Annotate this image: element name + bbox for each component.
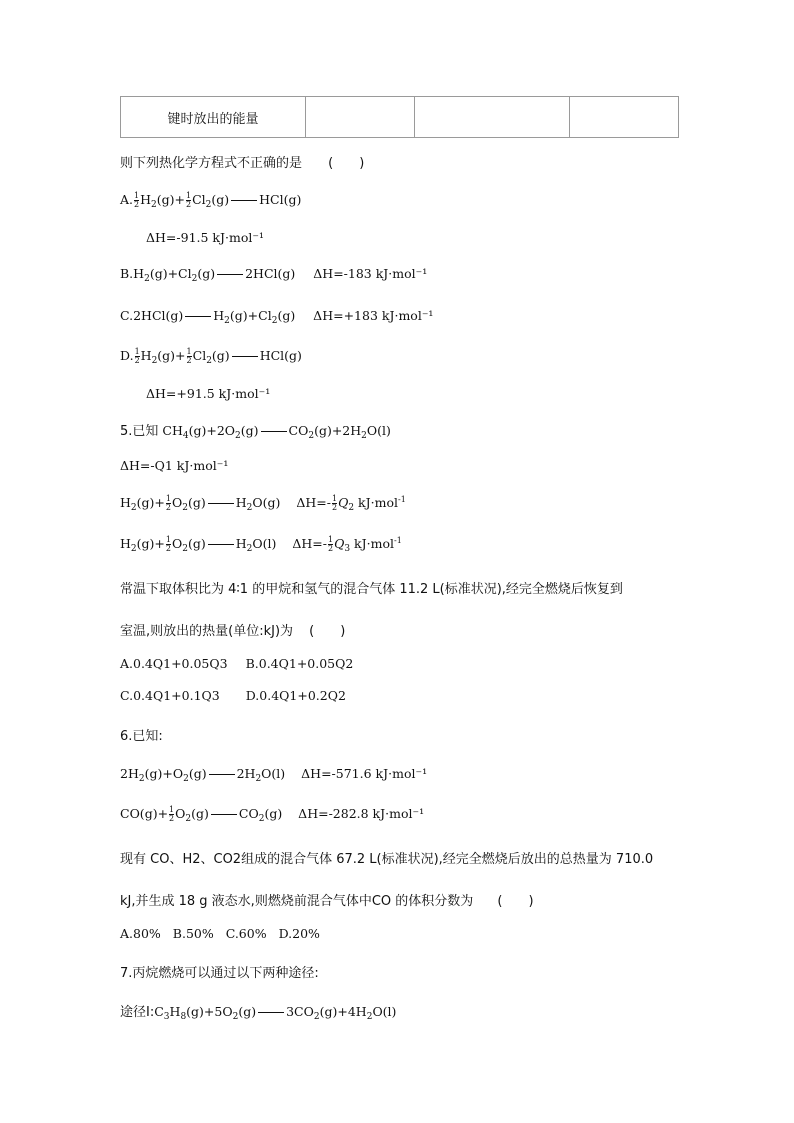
q5-eq2: $H_2(g)+$ $\frac{1}{2}$ $O_2(g)$ $H_2O(g)$ ΔH=- $\frac{1}{2}$ $Q_2$ kJ·mol$^{-1}$: [120, 494, 406, 513]
q6-option-b[interactable]: B.50%: [172, 926, 214, 941]
q5-eq3: $H_2(g)+$ $\frac{1}{2}$ $O_2(g)$ $H_2O(l)$ ΔH=- $\frac{1}{2}$ $Q_3$ kJ·mol$^{-1}$: [120, 535, 402, 554]
q4-option-a-dh: ΔH=-91.5 kJ·mol⁻¹: [146, 230, 264, 245]
q4-stem: 则下列热化学方程式不正确的是 ( ): [120, 156, 365, 171]
bond-energy-table: [120, 96, 679, 138]
q5-options-row2: [120, 688, 346, 704]
q4-option-d[interactable]: D. $\frac{1}{2}$ $H_2(g)+$ $\frac{1}{2}$ $Cl_2(g)$ HCl(g): [120, 347, 302, 366]
answer-blank: ( ): [328, 156, 365, 171]
q6-eq2: CO(g)+ $\frac{1}{2}$ $O_2(g)$ $CO_2(g)$ ΔH=-282.8 kJ·mol⁻¹: [120, 805, 425, 824]
q5-line1: 常温下取体积比为 4∶1 的甲烷和氢气的混合气体 11.2 L(标准状况),经完全燃烧后恢复到: [120, 582, 623, 597]
q4-option-b[interactable]: $B.H_2(g)+Cl_2(g)$ 2HCl(g) ΔH=-183 kJ·mol⁻¹: [120, 266, 428, 284]
q6-option-d[interactable]: D.20%: [278, 926, 320, 941]
q6-line2: kJ,并生成 18 g 液态水,则燃烧前混合气体中CO 的体积分数为 ( ): [120, 894, 534, 909]
table-cell: [570, 97, 679, 138]
q6-eq1: $2H_2(g)+O_2(g)$ $2H_2O(l)$ ΔH=-571.6 kJ·mol⁻¹: [120, 766, 428, 784]
q5-stem: 5.已知 $CH_4(g)+2O_2(g)$ $CO_2(g)+2H_2O(l)$: [120, 423, 391, 441]
q5-line2: 室温,则放出的热量(单位:kJ)为 ( ): [120, 624, 346, 639]
q4-option-b-dh: ΔH=-183 kJ·mol⁻¹: [313, 266, 428, 281]
q5-option-c[interactable]: C.0.4Q1+0.1Q3: [120, 688, 220, 703]
table-row: [121, 97, 679, 138]
q6-line1: 现有 CO、H2、CO2组成的混合气体 67.2 L(标准状况),经完全燃烧后放出的总热量为 710.0: [120, 852, 654, 867]
q5-option-d[interactable]: D.0.4Q1+0.2Q2: [245, 688, 346, 703]
q6-stem: 6.已知:: [120, 729, 163, 744]
q7-stem: 7.丙烷燃烧可以通过以下两种途径:: [120, 966, 319, 981]
q5-option-a[interactable]: A.0.4Q1+0.05Q3: [120, 656, 228, 671]
q6-option-c[interactable]: C.60%: [225, 926, 267, 941]
q4-option-c[interactable]: C.2HCl(g) $H_2(g)+Cl_2(g)$ ΔH=+183 kJ·mol⁻¹: [120, 308, 434, 326]
table-cell: [306, 97, 415, 138]
table-row-label: 键时放出的能量: [121, 97, 306, 138]
q6-options: [120, 926, 320, 942]
q5-option-b[interactable]: B.0.4Q1+0.05Q2: [245, 656, 354, 671]
q5-dh1: ΔH=-Q1 kJ·mol⁻¹: [120, 458, 229, 473]
answer-blank: ( ): [497, 894, 534, 909]
q5-options-row1: [120, 656, 353, 672]
q4-option-c-dh: ΔH=+183 kJ·mol⁻¹: [313, 308, 434, 323]
q4-option-d-dh: ΔH=+91.5 kJ·mol⁻¹: [146, 386, 271, 401]
q4-option-a[interactable]: A. $\frac{1}{2}$ $H_2(g)+$ $\frac{1}{2}$ $Cl_2(g)$ HCl(g): [120, 191, 302, 210]
answer-blank: ( ): [309, 624, 346, 639]
q6-option-a[interactable]: A.80%: [120, 926, 161, 941]
table-cell: [415, 97, 570, 138]
q7-path-1: 途径$Ⅰ:C_3H_8(g)+5O_2(g)$ $3CO_2(g)+4H_2O(l)$: [120, 1004, 397, 1022]
